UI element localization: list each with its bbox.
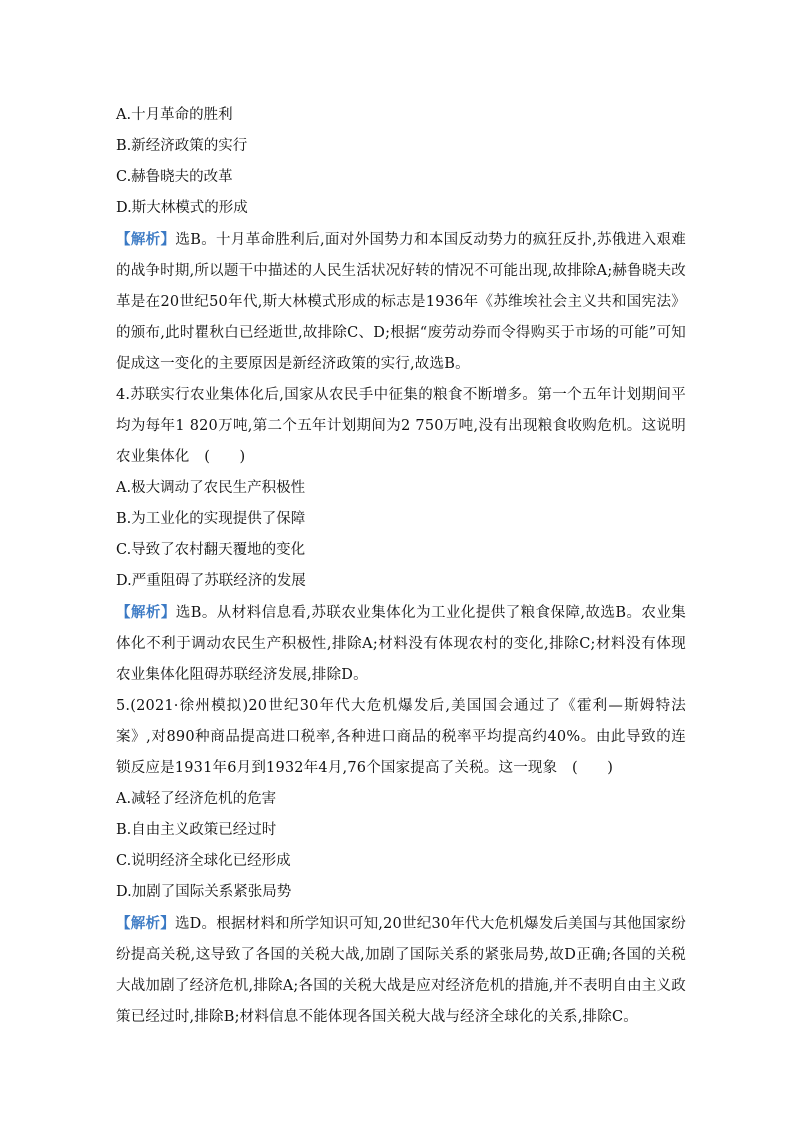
analysis-tag: 【解析】 (116, 604, 176, 621)
q4-stem: 4.苏联实行农业集体化后,国家从农民手中征集的粮食不断增多。第一个五年计划期间平均为每年1 820万吨,第二个五年计划期间为2 750万吨,没有出现粮食收购危机。这说明农业集体化 ( ) (116, 387, 686, 465)
q4-option-c: C.导致了农村翻天覆地的变化 (116, 542, 306, 558)
q5-analysis-text: 选D。根据材料和所学知识可知,20世纪30年代大危机爆发后美国与其他国家纷纷提高关税,这导致了各国的关税大战,加剧了国际关系的紧张局势,故D正确;各国的关税大战加剧了经济危机,排除A;各国的关税大战是应对经济危机的措施,并不表明自由主义政策已经过时,排除B;材料信息不能体现各国关税大战与经济全球化的关系,排除C。 (116, 916, 686, 1025)
q4-analysis-text: 选B。从材料信息看,苏联农业集体化为工业化提供了粮食保障,故选B。农业集体化不利于调动农民生产积极性,排除A;材料没有体现农村的变化,排除C;材料没有体现农业集体化阻碍苏联经济发展,排除D。 (116, 605, 686, 683)
q4-option-b: B.为工业化的实现提供了保障 (116, 511, 306, 527)
q4-option-d: D.严重阻碍了苏联经济的发展 (116, 573, 306, 589)
q3-option-d: D.斯大林模式的形成 (116, 200, 248, 216)
analysis-tag: 【解析】 (116, 231, 176, 248)
q4-analysis (116, 597, 686, 691)
q3-option-b: B.新经济政策的实行 (116, 138, 248, 154)
q5-option-d: D.加剧了国际关系紧张局势 (116, 884, 292, 900)
analysis-tag: 【解析】 (116, 915, 175, 932)
q3-analysis-text: 选B。十月革命胜利后,面对外国势力和本国反动势力的疯狂反扑,苏俄进入艰难的战争时期,所以题干中描述的人民生活状况好转的情况不可能出现,故排除A;赫鲁晓夫改革是在20世纪50年代,斯大林模式形成的标志是1936年《苏维埃社会主义共和国宪法》的颁布,此时瞿秋白已经逝世,故排除C、D;根据“废劳动券而令得购买于市场的可能”可知促成这一变化的主要原因是新经济政策的实行,故选B。 (116, 232, 686, 372)
document-content (116, 100, 686, 1033)
q5-stem: 5.(2021·徐州模拟)20世纪30年代大危机爆发后,美国国会通过了《霍利—斯姆特法案》,对890种商品提高进口税率,各种进口商品的税率平均提高约40%。由此导致的连锁反应是1931年6月到1932年4月,76个国家提高了关税。这一现象 ( ) (116, 698, 686, 776)
q3-analysis (116, 224, 686, 380)
q5-option-a: A.减轻了经济危机的危害 (116, 791, 277, 807)
q5-option-c: C.说明经济全球化已经形成 (116, 853, 291, 869)
q5-option-b: B.自由主义政策已经过时 (116, 822, 277, 838)
q3-option-a: A.十月革命的胜利 (116, 107, 233, 123)
q3-option-c: C.赫鲁晓夫的改革 (116, 169, 233, 185)
q4-option-a: A.极大调动了农民生产积极性 (116, 480, 306, 496)
q5-analysis (116, 908, 686, 1033)
